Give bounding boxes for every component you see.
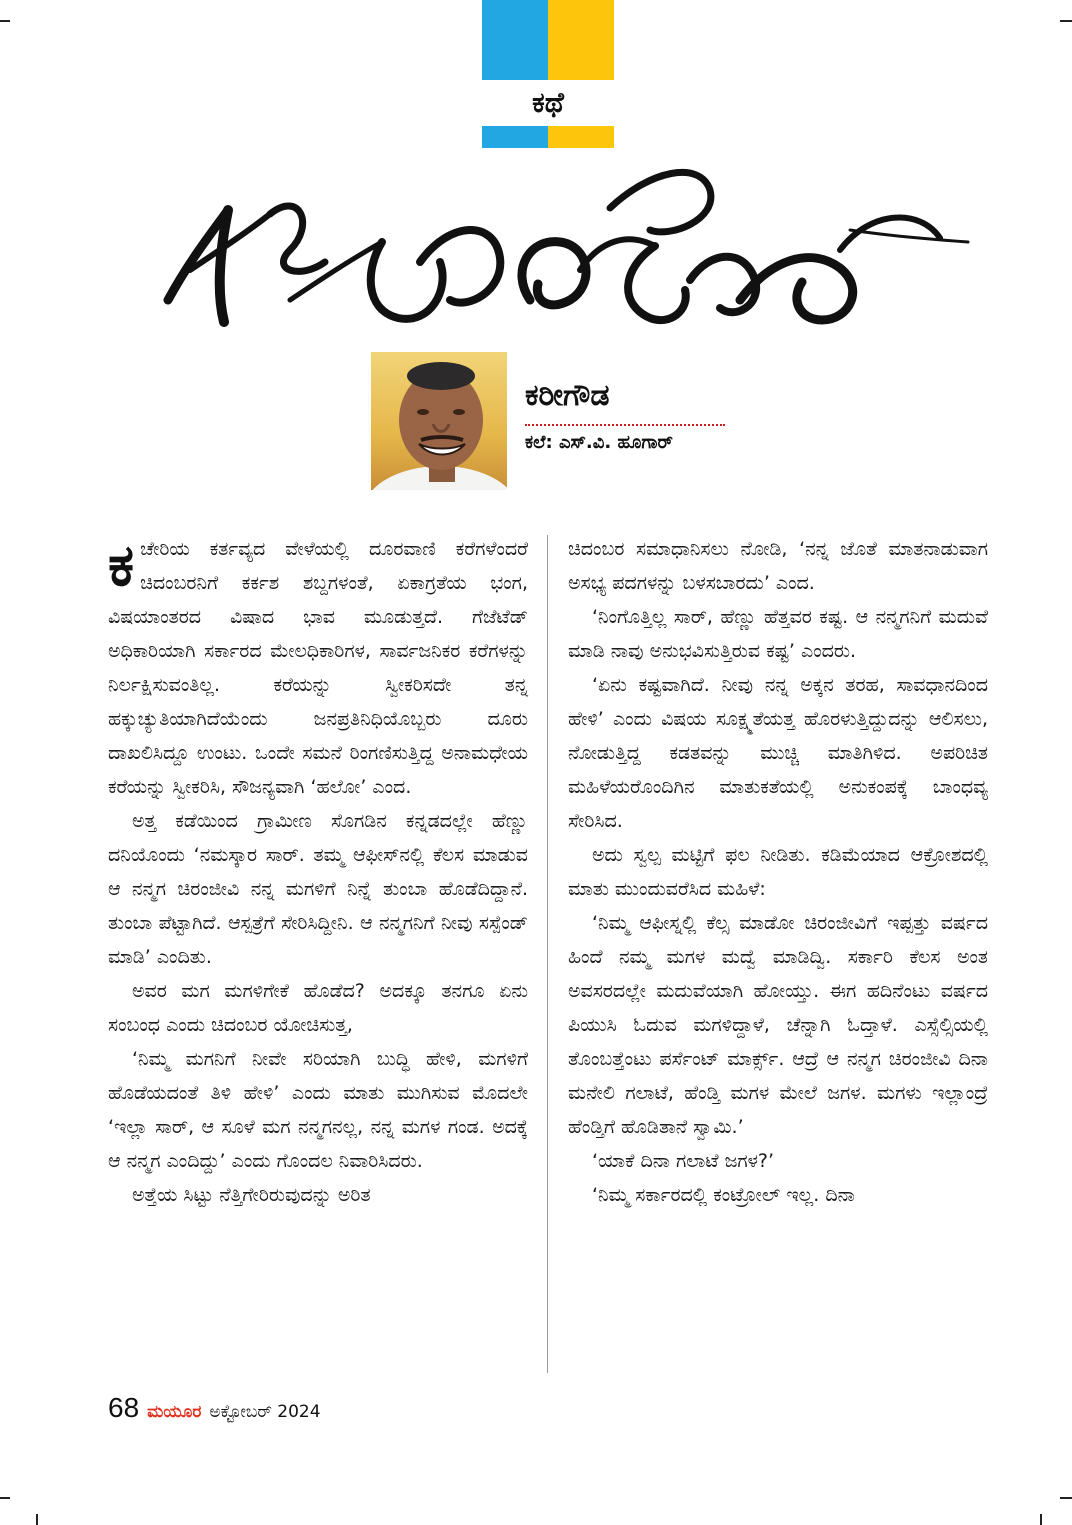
paragraph: ‘ಏನು ಕಷ್ಟವಾಗಿದೆ. ನೀವು ನನ್ನ ಅಕ್ಕನ ತರಹ, ಸಾವಧಾನದಿಂದ ಹೇಳಿ’ ಎಂದು ವಿಷಯ ಸೂಕ್ಷ್ಮತೆಯತ್ತ ಹೊರಳುತ್ತಿದ್ದುದನ್ನು ಆಲಿಸಲು, ನೋಡುತ್ತಿದ್ದ ಕಡತವನ್ನು ಮುಚ್ಚಿ ಮಾತಿಗಿಳಿದ. ಅಪರಿಚಿತ ಮಹಿಳೆಯರೊಂದಿಗಿನ ಮಾತುಕತೆಯಲ್ಲಿ ಅನುಕಂಪಕ್ಕೆ ಬಾಂಧವ್ಯ ಸೇರಿಸಿದ.: [568, 674, 988, 832]
page-footer: [108, 1392, 321, 1424]
paragraph: ‘ನಿಂಗೊತ್ತಿಲ್ಲ ಸಾರ್, ಹೆಣ್ಣು ಹೆತ್ತವರ ಕಷ್ಟ. ಆ ನನ್ಮಗನಿಗೆ ಮದುವೆ ಮಾಡಿ ನಾವು ಅನುಭವಿಸುತ್ತಿರುವ ಕಷ್ಟ’ ಎಂದರು.: [568, 606, 988, 662]
dropcap: ಕ: [108, 531, 135, 599]
magazine-name: ಮಯೂರ: [147, 1402, 202, 1422]
author-name: ಕರೀಗೌಡ: [525, 378, 610, 413]
section-label: ಕಥೆ: [532, 86, 564, 119]
crop-mark: [0, 1497, 10, 1499]
illustration-credit: ಕಲೆ: ಎಸ್.ವಿ. ಹೂಗಾರ್: [525, 432, 673, 453]
tag-color-swatch: [482, 0, 614, 80]
story-title: [150, 150, 980, 340]
yellow-swatch: [548, 0, 614, 80]
paragraph: ಅತ್ತೆಯ ಸಿಟ್ಟು ನೆತ್ತಿಗೇರಿರುವುದನ್ನು ಅರಿತ: [132, 1184, 371, 1206]
paragraph: ಅತ್ತ ಕಡೆಯಿಂದ ಗ್ರಾಮೀಣ ಸೊಗಡಿನ ಕನ್ನಡದಲ್ಲೇ ಹೆಣ್ಣು ದನಿಯೊಂದು ‘ನಮಸ್ಕಾರ ಸಾರ್. ತಮ್ಮ ಆಫೀಸ್‌ನಲ್ಲಿ ಕೆಲಸ ಮಾಡುವ ಆ ನನ್ಮಗ ಚಿರಂಜೀವಿ ನನ್ನ ಮಗಳಿಗೆ ನಿನ್ನೆ ತುಂಬಾ ಹೊಡೆದಿದ್ದಾನೆ. ತುಂಬಾ ಪೆಟ್ಟಾಗಿದೆ. ಆಸ್ಪತ್ರೆಗೆ ಸೇರಿಸಿದ್ದೀನಿ. ಆ ನನ್ಮಗನಿಗೆ ನೀವು ಸಸ್ಪೆಂಡ್ ಮಾಡಿ’ ಎಂದಿತು.: [108, 810, 528, 968]
crop-mark: [1060, 1497, 1072, 1499]
column-divider: [547, 535, 548, 1373]
section-tag: [482, 0, 614, 148]
tag-color-stripe: [482, 126, 614, 148]
article-column-right: [568, 532, 988, 1212]
paragraph: [108, 532, 528, 804]
article-column-left: [108, 532, 528, 1212]
paragraph: ‘ನಿಮ್ಮ ಸರ್ಕಾರದಲ್ಲಿ ಕಂಟ್ರೋಲ್ ಇಲ್ಲ. ದಿನಾ: [592, 1184, 855, 1206]
author-photo: [371, 352, 507, 490]
author-portrait-icon: [371, 352, 507, 490]
crop-mark: [1040, 1514, 1042, 1525]
crop-mark: [0, 20, 10, 22]
paragraph: ‘ನಿಮ್ಮ ಆಫೀಸ್ನಲ್ಲಿ ಕೆಲ್ಸ ಮಾಡೋ ಚಿರಂಜೀವಿಗೆ ಇಪ್ಪತ್ತು ವರ್ಷದ ಹಿಂದೆ ನಮ್ಮ ಮಗಳ ಮದ್ವೆ ಮಾಡಿದ್ವಿ. ಸರ್ಕಾರಿ ಕೆಲಸ ಅಂತ ಅವಸರದಲ್ಲೇ ಮದುವೆಯಾಗಿ ಹೋಯ್ತು. ಈಗ ಹದಿನೆಂಟು ವರ್ಷದ ಪಿಯುಸಿ ಓದುವ ಮಗಳಿದ್ದಾಳೆ, ಚೆನ್ನಾಗಿ ಓದ್ತಾಳೆ. ಎಸ್ಸೆಲ್ಸಿಯಲ್ಲಿ ತೊಂಬತ್ತೆಂಟು ಪರ್ಸೆಂಟ್ ಮಾರ್ಕ್ಸ್. ಆದ್ರೆ ಆ ನನ್ಮಗ ಚಿರಂಜೀವಿ ದಿನಾ ಮನೇಲಿ ಗಲಾಟೆ, ಹೆಂಡ್ತಿ ಮಗಳ ಮೇಲೆ ಜಗಳ. ಮಗಳು ಇಲ್ಲಾಂದ್ರೆ ಹೆಂಡ್ತಿಗೆ ಹೊಡಿತಾನೆ ಸ್ವಾಮಿ.’: [568, 912, 988, 1138]
yellow-swatch: [548, 126, 614, 148]
paragraph: ಅದು ಸ್ವಲ್ಪ ಮಟ್ಟಿಗೆ ಫಲ ನೀಡಿತು. ಕಡಿಮೆಯಾದ ಆಕ್ರೋಶದಲ್ಲಿ ಮಾತು ಮುಂದುವರೆಸಿದ ಮಹಿಳೆ:: [568, 844, 988, 900]
paragraph: ‘ನಿಮ್ಮ ಮಗನಿಗೆ ನೀವೇ ಸರಿಯಾಗಿ ಬುದ್ಧಿ ಹೇಳಿ, ಮಗಳಿಗೆ ಹೊಡೆಯದಂತೆ ತಿಳಿ ಹೇಳಿ’ ಎಂದು ಮಾತು ಮುಗಿಸುವ ಮೊದಲೇ ‘ಇಲ್ಲಾ ಸಾರ್, ಆ ಸೂಳೆ ಮಗ ನನ್ಮಗನಲ್ಲ, ನನ್ನ ಮಗಳ ಗಂಡ. ಅದಕ್ಕೆ ಆ ನನ್ಮಗ ಎಂದಿದ್ದು’ ಎಂದು ಗೊಂದಲ ನಿವಾರಿಸಿದರು.: [108, 1048, 528, 1172]
paragraph: ಚಿದಂಬರ ಸಮಾಧಾನಿಸಲು ನೋಡಿ, ‘ನನ್ನ ಜೊತೆ ಮಾತನಾಡುವಾಗ ಅಸಭ್ಯ ಪದಗಳನ್ನು ಬಳಸಬಾರದು’ ಎಂದ.: [568, 538, 988, 594]
crop-mark: [36, 1514, 38, 1525]
issue-date: ಅಕ್ಟೋಬರ್ 2024: [209, 1402, 321, 1422]
blue-swatch: [482, 0, 548, 80]
crop-mark: [1060, 20, 1072, 22]
paragraph: ಅವರ ಮಗ ಮಗಳಿಗೇಕೆ ಹೊಡೆದ? ಅದಕ್ಕೂ ತನಗೂ ಏನು ಸಂಬಂಧ ಎಂದು ಚಿದಂಬರ ಯೋಚಿಸುತ್ತ,: [108, 980, 528, 1036]
blue-swatch: [482, 126, 548, 148]
paragraph-text: ಚೇರಿಯ ಕರ್ತವ್ಯದ ವೇಳೆಯಲ್ಲಿ ದೂರವಾಣಿ ಕರೆಗಳೆಂದರೆ ಚಿದಂಬರನಿಗೆ ಕರ್ಕಶ ಶಬ್ದಗಳಂತೆ, ಏಕಾಗ್ರತೆಯ ಭಂಗ, ವಿಷಯಾಂತರದ ವಿಷಾದ ಭಾವ ಮೂಡುತ್ತದೆ. ಗೆಜೆಟೆಡ್ ಅಧಿಕಾರಿಯಾಗಿ ಸರ್ಕಾರದ ಮೇಲಧಿಕಾರಿಗಳ, ಸಾರ್ವಜನಿಕರ ಕರೆಗಳನ್ನು ನಿರ್ಲಕ್ಷಿಸುವಂತಿಲ್ಲ. ಕರೆಯನ್ನು ಸ್ವೀಕರಿಸದೇ ತನ್ನ ಹಕ್ಕುಚ್ಯುತಿಯಾಗಿದೆಯೆಂದು ಜನಪ್ರತಿನಿಧಿಯೊಬ್ಬರು ದೂರು ದಾಖಲಿಸಿದ್ದೂ ಉಂಟು. ಒಂದೇ ಸಮನೆ ರಿಂಗಣಿಸುತ್ತಿದ್ದ ಅನಾಮಧೇಯ ಕರೆಯನ್ನು ಸ್ವೀಕರಿಸಿ, ಸೌಜನ್ಯವಾಗಿ ‘ಹಲೋ’ ಎಂದ.: [108, 538, 528, 798]
page-number: 68: [108, 1392, 140, 1423]
author-divider: [525, 424, 725, 426]
paragraph: ‘ಯಾಕೆ ದಿನಾ ಗಲಾಟೆ ಜಗಳ?’: [592, 1150, 775, 1172]
